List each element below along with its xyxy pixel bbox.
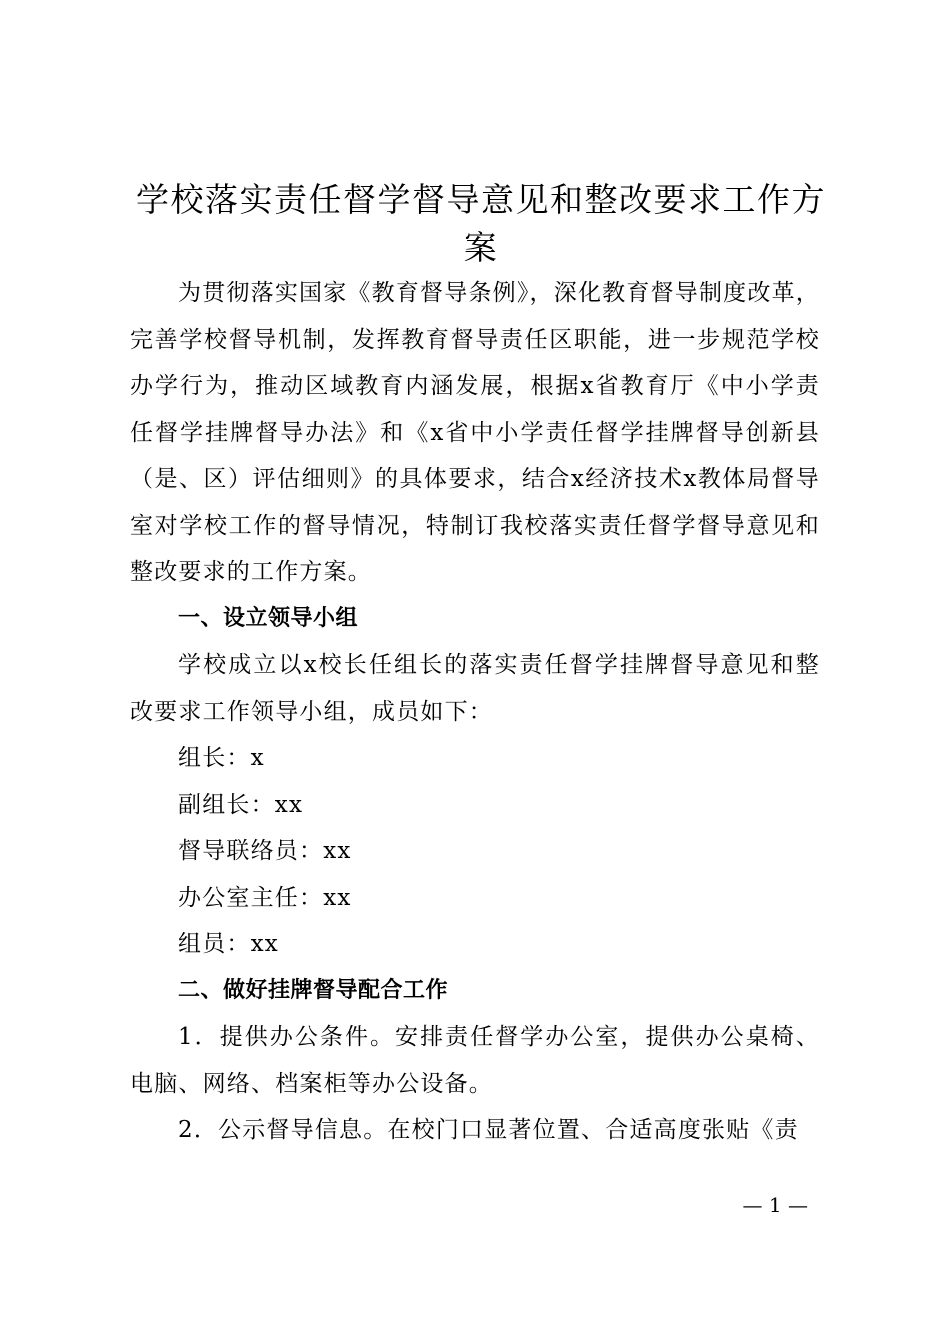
leadership-group-paragraph: 学校成立以x校长任组长的落实责任督学挂牌督导意见和整改要求工作领导小组，成员如下：: [130, 652, 820, 725]
member-office-director: 办公室主任：xx: [178, 884, 352, 911]
section-heading-cooperation: 二、做好挂牌督导配合工作: [178, 977, 449, 1003]
cooperation-item-1: 1．提供办公条件。安排责任督学办公室，提供办公桌椅、电脑、网络、档案柜等办公设备。: [130, 1024, 820, 1097]
document-title: 学校落实责任督学督导意见和整改要求工作方案: [136, 180, 826, 267]
section-heading-leadership-group: 一、设立领导小组: [178, 605, 359, 631]
member-team-members: 组员：xx: [178, 931, 279, 957]
page-number: — 1 —: [742, 1193, 808, 1217]
member-leader: 组长：x: [178, 745, 265, 771]
member-deputy-leader: 副组长：xx: [178, 791, 304, 818]
intro-paragraph: 为贯彻落实国家《教育督导条例》，深化教育督导制度改革，完善学校督导机制，发挥教育督导责任区职能，进一步规范学校办学行为，推动区域教育内涵发展，根据x省教育厅《中小学责任督学挂牌督导办法》和《x省中小学责任督学挂牌督导创新县（是、区）评估细则》的具体要求，结合x经济技术x教体局督导室对学校工作的督导情况，特制订我校落实责任督学督导意见和整改要求的工作方案。: [130, 280, 820, 585]
document-body: [130, 270, 820, 1154]
cooperation-item-2: 2．公示督导信息。在校门口显著位置、合适高度张贴《责: [178, 1117, 799, 1143]
member-liaison: 督导联络员：xx: [178, 838, 352, 864]
